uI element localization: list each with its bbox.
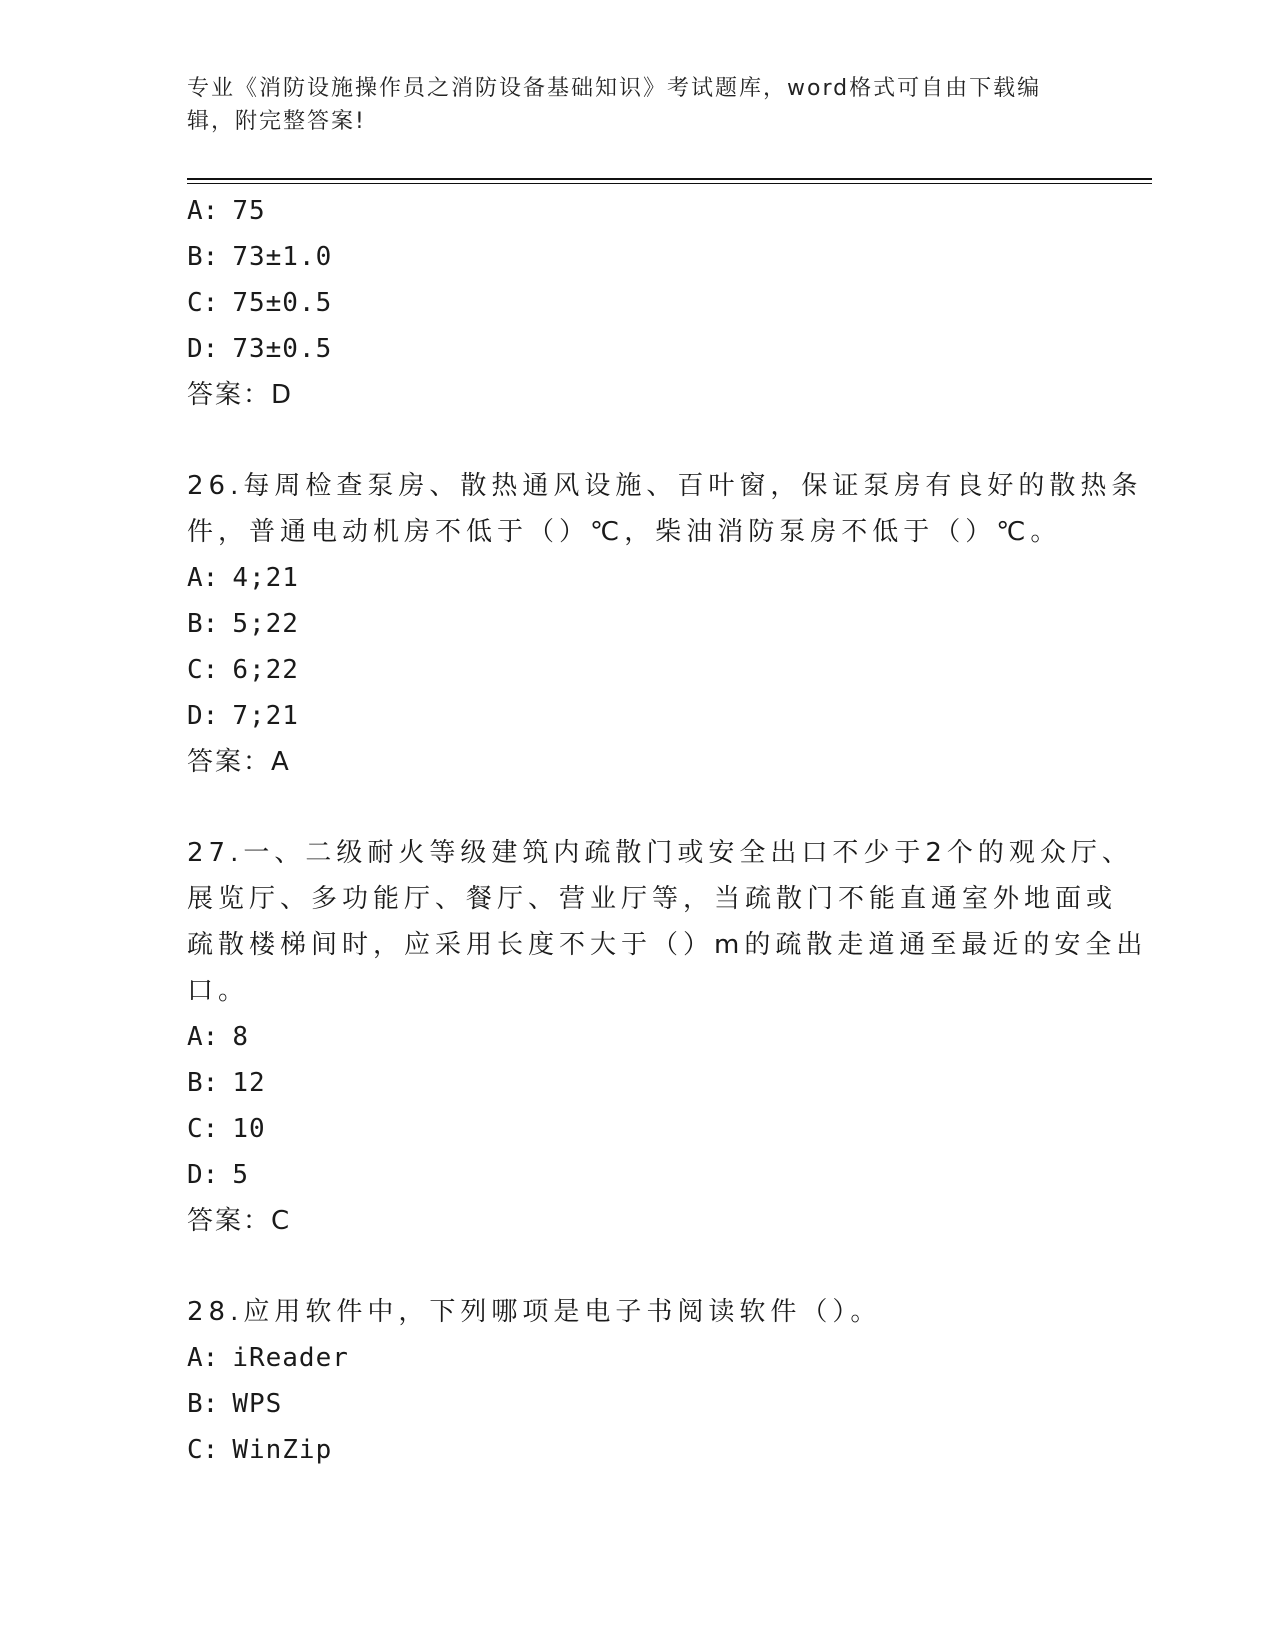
question-27 bbox=[187, 830, 1148, 1244]
option-c: C: 6;22 bbox=[187, 655, 299, 685]
option-b: B: 73±1.0 bbox=[187, 242, 333, 272]
question-25-tail bbox=[187, 188, 1087, 418]
question-text: 26.每周检查泵房、散热通风设施、百叶窗，保证泵房有良好的散热条 件，普通电动机房不低于（）℃，柴油消防泵房不低于（）℃。 bbox=[187, 471, 1143, 547]
answer: 答案：A bbox=[187, 747, 291, 777]
option-a: A: 8 bbox=[187, 1022, 249, 1052]
option-c: C: WinZip bbox=[187, 1435, 333, 1465]
option-d: D: 73±0.5 bbox=[187, 334, 333, 364]
option-a: A: iReader bbox=[187, 1343, 349, 1373]
option-a: A: 4;21 bbox=[187, 563, 299, 593]
question-text: 28.应用软件中，下列哪项是电子书阅读软件（）。 bbox=[187, 1297, 882, 1327]
question-text: 27.一、二级耐火等级建筑内疏散门或安全出口不少于2个的观众厅、 展览厅、多功能厅、餐厅、营业厅等，当疏散门不能直通室外地面或 疏散楼梯间时，应采用长度不大于（）m的疏散走道通至最近的安全出 口。 bbox=[187, 838, 1148, 1006]
option-c: C: 75±0.5 bbox=[187, 288, 333, 318]
option-a: A: 75 bbox=[187, 196, 266, 226]
option-b: B: WPS bbox=[187, 1389, 283, 1419]
question-28 bbox=[187, 1289, 1087, 1473]
header-rule-thick bbox=[187, 178, 1152, 180]
answer: 答案：C bbox=[187, 1206, 292, 1236]
option-b: B: 12 bbox=[187, 1068, 266, 1098]
header-line-1: 专业《消防设施操作员之消防设备基础知识》考试题库，word格式可自由下载编 bbox=[187, 76, 1042, 101]
document-header bbox=[187, 72, 1087, 138]
option-d: D: 5 bbox=[187, 1160, 249, 1190]
option-d: D: 7;21 bbox=[187, 701, 299, 731]
option-b: B: 5;22 bbox=[187, 609, 299, 639]
header-rule-thin bbox=[187, 183, 1152, 184]
answer: 答案：D bbox=[187, 380, 294, 410]
question-list bbox=[187, 188, 1148, 1473]
question-26 bbox=[187, 463, 1143, 785]
option-c: C: 10 bbox=[187, 1114, 266, 1144]
header-line-2: 辑，附完整答案! bbox=[187, 109, 366, 134]
